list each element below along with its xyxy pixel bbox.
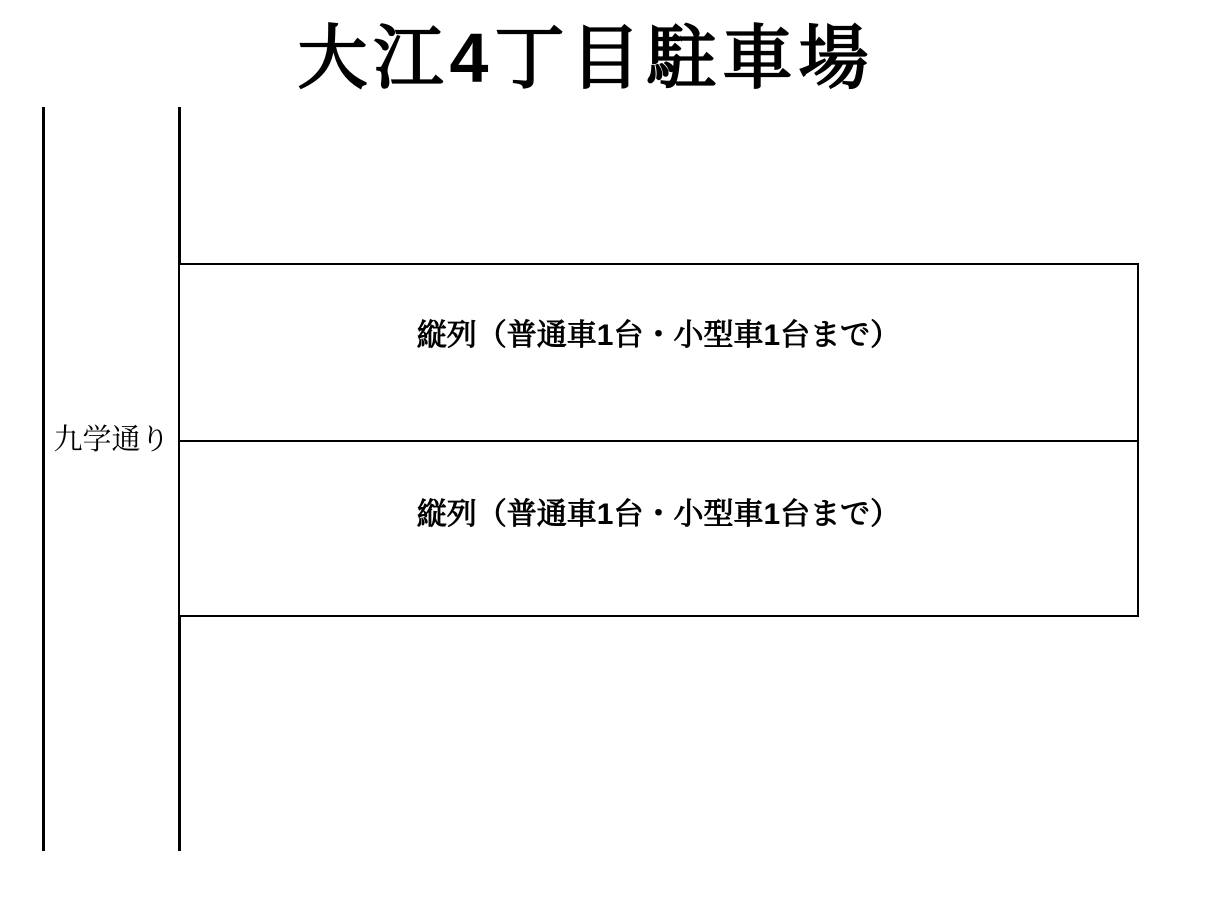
- parking-area-outline: [178, 263, 1139, 617]
- street-left-edge-line: [42, 107, 45, 851]
- parking-space-row-2: [180, 442, 1137, 615]
- parking-space-row-1: [180, 265, 1137, 442]
- street-name-label: 九学通り: [45, 424, 178, 457]
- parking-space-1-label: 縦列（普通車1台・小型車1台まで）: [416, 319, 901, 352]
- parking-space-2-label: 縦列（普通車1台・小型車1台まで）: [416, 498, 901, 531]
- page-title: 大江4丁目駐車場: [297, 19, 875, 97]
